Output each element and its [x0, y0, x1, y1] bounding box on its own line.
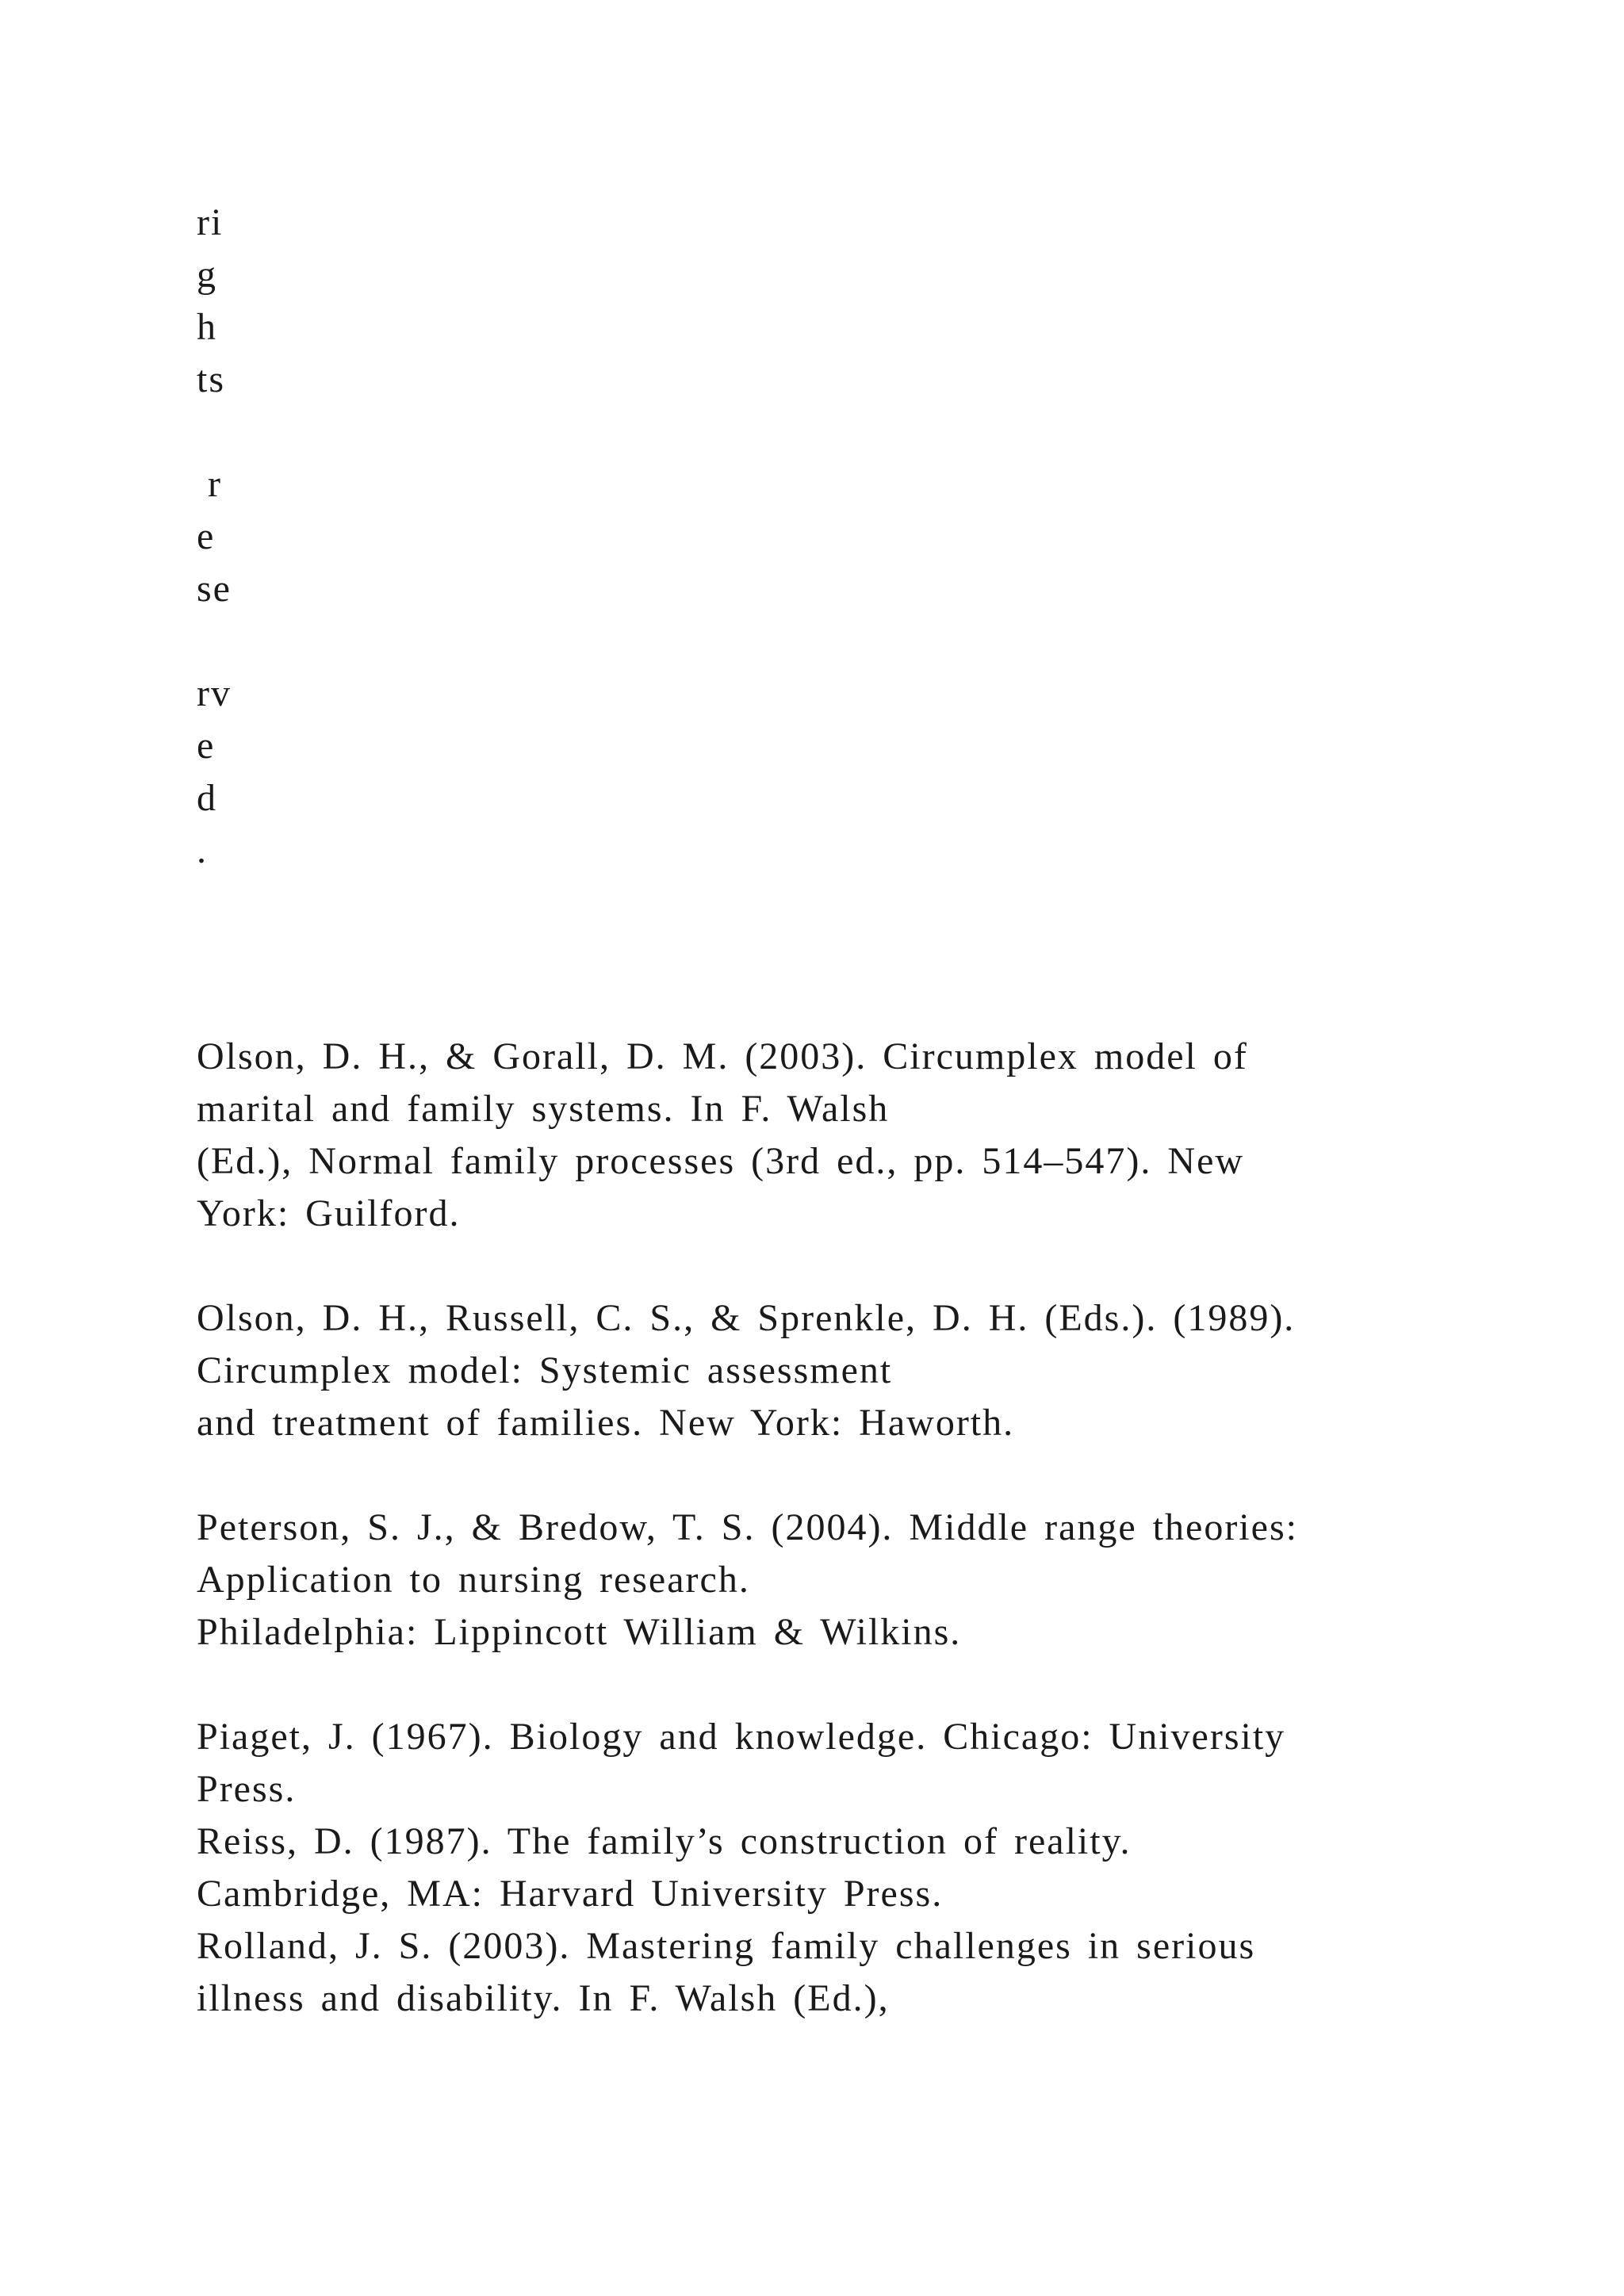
reference-line: illness and disability. In F. Walsh (Ed.),: [197, 1977, 890, 2019]
text-fragment: e: [197, 725, 216, 767]
text-fragment: e: [197, 515, 216, 557]
text-fragment: .: [197, 829, 208, 871]
reference-line: Circumplex model: Systemic assessment: [197, 1349, 893, 1391]
reference-line: Olson, D. H., & Gorall, D. M. (2003). Circumplex model of: [197, 1035, 1248, 1077]
reference-line: marital and family systems. In F. Walsh: [197, 1088, 890, 1130]
text-fragment: ri: [197, 201, 224, 243]
reference-entry-olson-russell-sprenkle: [197, 1292, 1465, 1449]
reference-line: Reiss, D. (1987). The family’s construction of reality.: [197, 1820, 1132, 1862]
text-fragment: d: [197, 777, 217, 819]
reference-line: York: Guilford.: [197, 1192, 461, 1234]
reference-line: Peterson, S. J., & Bredow, T. S. (2004). Middle range theories:: [197, 1506, 1298, 1548]
text-fragment: ts: [197, 358, 226, 400]
reference-line: Press.: [197, 1768, 297, 1810]
text-fragment: h: [197, 306, 217, 348]
reference-line: Philadelphia: Lippincott William & Wilkins.: [197, 1611, 962, 1653]
reference-entry-piaget: [197, 1711, 1465, 1816]
text-fragment: [197, 406, 355, 458]
reference-line: (Ed.), Normal family processes (3rd ed., pp. 514–547). New: [197, 1140, 1245, 1182]
text-fragment: se: [197, 568, 232, 610]
reference-entry-olson-gorall: [197, 1031, 1465, 1240]
reference-list: [197, 1031, 1465, 2025]
text-fragment: g: [197, 254, 217, 296]
reference-line: and treatment of families. New York: Haworth.: [197, 1402, 1015, 1444]
reference-entry-rolland: [197, 1920, 1465, 2025]
reference-entry-reiss: [197, 1816, 1465, 1920]
reference-line: Cambridge, MA: Harvard University Press.: [197, 1873, 944, 1915]
reference-line: Application to nursing research.: [197, 1559, 750, 1601]
reference-line: Olson, D. H., Russell, C. S., & Sprenkle, D. H. (Eds.). (1989).: [197, 1297, 1296, 1339]
text-fragment: rv: [197, 672, 232, 714]
reference-line: Piaget, J. (1967). Biology and knowledge. Chicago: University: [197, 1716, 1286, 1758]
reference-line: Rolland, J. S. (2003). Mastering family challenges in serious: [197, 1925, 1256, 1967]
text-fragment: r: [197, 463, 222, 505]
fragmented-rights-reserved-text: [197, 197, 355, 877]
text-fragment: [197, 615, 355, 668]
reference-entry-peterson-bredow: [197, 1502, 1465, 1659]
